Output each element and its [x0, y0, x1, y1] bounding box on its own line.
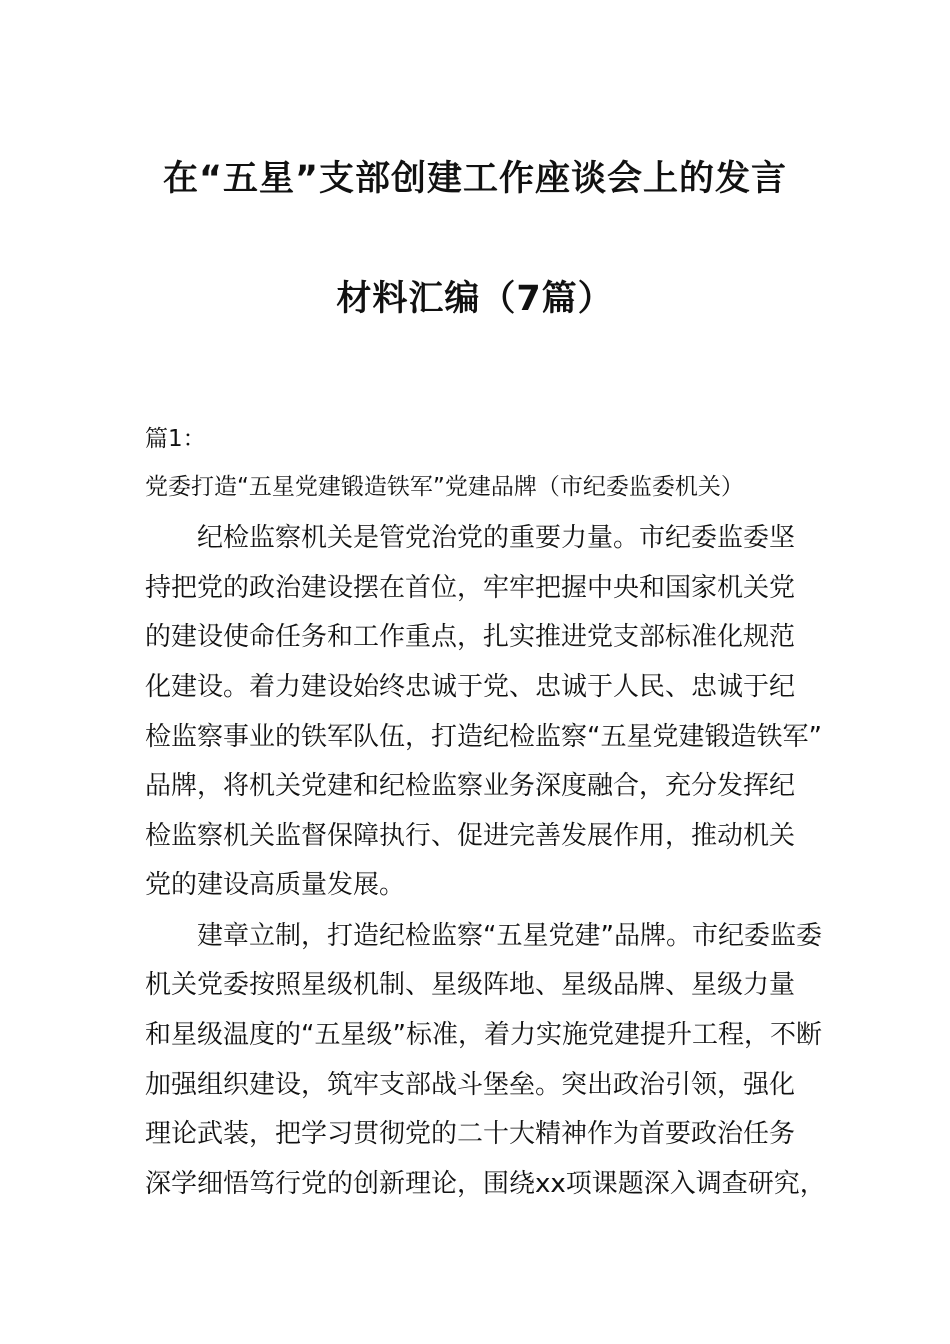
body-line: 的建设使命任务和工作重点，扎实推进党支部标准化规范 — [145, 622, 796, 652]
body-line: 化建设。着力建设始终忠诚于党、忠诚于人民、忠诚于纪 — [145, 672, 796, 702]
body-line: 深学细悟笃行党的创新理论，围绕xx项课题深入调查研究， — [145, 1169, 826, 1199]
body-line: 纪检监察机关是管党治党的重要力量。市纪委监委坚 — [197, 523, 796, 553]
body-line: 机关党委按照星级机制、星级阵地、星级品牌、星级力量 — [145, 970, 796, 1000]
body-line: 持把党的政治建设摆在首位，牢牢把握中央和国家机关党 — [145, 573, 796, 603]
body-line: 品牌，将机关党建和纪检监察业务深度融合，充分发挥纪 — [145, 771, 796, 801]
body-line: 建章立制，打造纪检监察“五星党建”品牌。市纪委监委 — [197, 921, 822, 951]
body-line: 党的建设高质量发展。 — [145, 870, 406, 900]
section-label: 篇1： — [145, 426, 206, 452]
body-line: 理论武装，把学习贯彻党的二十大精神作为首要政治任务 — [145, 1119, 796, 1149]
section-title: 党委打造“五星党建锻造铁军”党建品牌（市纪委监委机关） — [145, 474, 744, 500]
body-line: 检监察机关监督保障执行、促进完善发展作用，推动机关 — [145, 821, 796, 851]
body-line: 加强组织建设，筑牢支部战斗堡垒。突出政治引领，强化 — [145, 1070, 796, 1100]
body-line: 和星级温度的“五星级”标准，着力实施党建提升工程，不断 — [145, 1020, 822, 1050]
body-line: 检监察事业的铁军队伍，打造纪检监察“五星党建锻造铁军” — [145, 722, 822, 752]
document-title-line-1: 在“五星”支部创建工作座谈会上的发言 — [162, 159, 787, 199]
document-title-line-2: 材料汇编（7篇） — [336, 279, 614, 319]
